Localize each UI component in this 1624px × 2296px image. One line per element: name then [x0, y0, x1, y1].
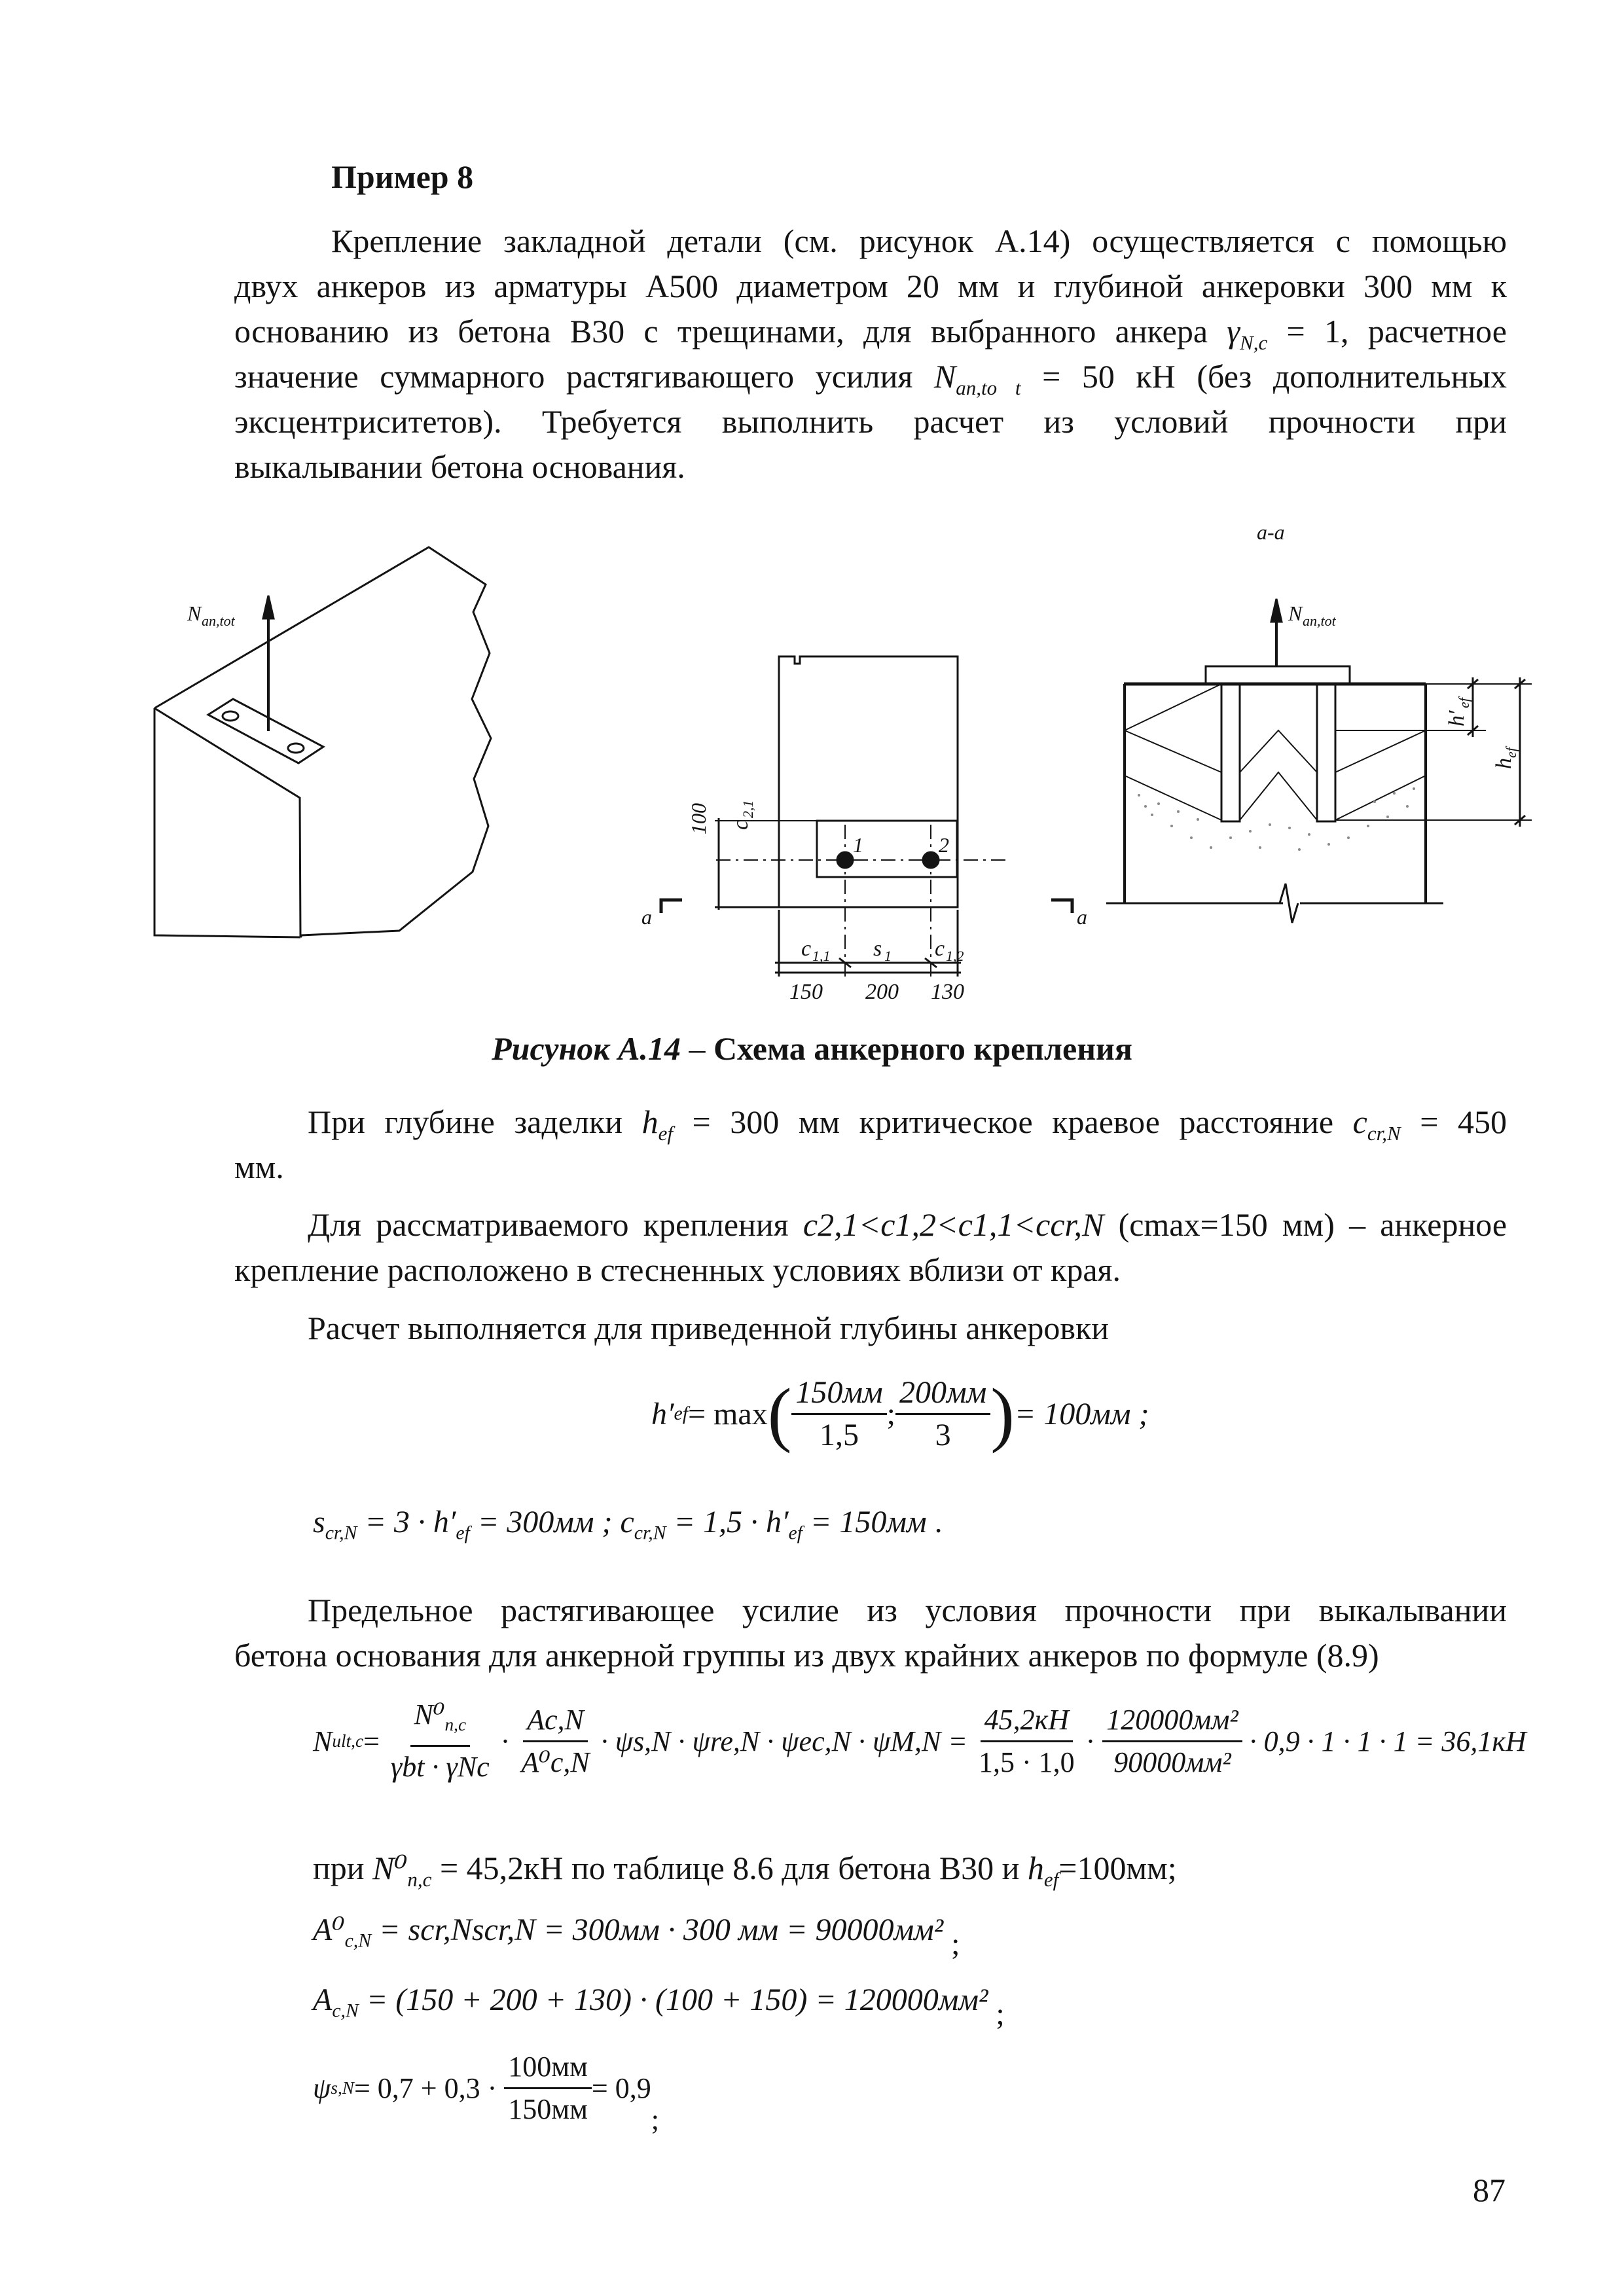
para-hef-line-1 [308, 1100, 1507, 1156]
intro-line-3-end: = 1, расчетное [1267, 313, 1507, 350]
nult-eq: = [363, 1725, 380, 1757]
para-cond-text-b: – анкерное [1349, 1206, 1507, 1243]
ccr-eq-sub: cr,N [634, 1522, 666, 1544]
edge-inequality: c2,1<c1,2<c1,1<ccr,N [803, 1206, 1104, 1243]
nult-v1-den: 1,5 · 1,0 [978, 1746, 1075, 1778]
para-cond-line-2: крепление расположено в стесненных условиях вблизи от края. [234, 1251, 1121, 1288]
eq-hef-lhs: h′ [651, 1396, 674, 1431]
ccr-rhs: = 1,5 · h′ [666, 1505, 789, 1539]
force-symbol: N [933, 358, 956, 395]
eq-hef-right-paren: ) [990, 1374, 1015, 1454]
nult-v1-num: 45,2кН [981, 1700, 1073, 1742]
intro-line-6: выкалывании бетона основания. [234, 448, 685, 485]
gamma-symbol: γ [1227, 313, 1240, 350]
intro-line-3-text: основанию из бетона В30 с трещинами, для выбранного анкера [234, 313, 1208, 350]
concrete-block-drawing [154, 547, 491, 937]
para-hef-text-a: При глубине заделки [308, 1103, 623, 1140]
intro-line-4-text: значение суммарного растягивающего усилия [234, 358, 913, 395]
section-heading: Пример 8 [331, 158, 474, 195]
nult-f1-num: N⁰ [414, 1698, 445, 1731]
scr-value: = 300мм ; [469, 1505, 613, 1539]
nult-sub: ult,c [332, 1731, 364, 1751]
right-force-label: N [1288, 601, 1303, 625]
nult-f2-num: Ac,N [523, 1700, 588, 1742]
figure-caption [0, 1026, 1624, 1071]
nult-v2-den: 90000мм² [1113, 1746, 1231, 1778]
a-semicolon: ; [996, 1997, 1005, 2032]
pri-h-sub: ef [1043, 1868, 1059, 1891]
dim-100: 100 [687, 803, 710, 834]
pri-n-sub: n,c [407, 1868, 432, 1891]
anchor-2-label: 2 [939, 833, 949, 857]
pri-n-symbol: N⁰ [372, 1850, 408, 1886]
gamma-subscript: N,c [1240, 331, 1268, 354]
pri-word: при [313, 1850, 365, 1886]
page-number: 87 [1473, 2172, 1506, 2208]
figure-anchor-scheme [131, 511, 1538, 1008]
ccr-value: = 150мм [802, 1505, 927, 1539]
eq-hef-num1: 150мм [791, 1372, 886, 1415]
ccr-eq-symbol: c [620, 1505, 634, 1539]
caption-dash: – [680, 1030, 713, 1067]
anchor-1-label: 1 [853, 833, 863, 857]
psi-rhs-b: = 0,9 [591, 2072, 651, 2104]
ccr-symbol: c [1352, 1103, 1367, 1140]
ccr-symbol-sub: cr,N [1367, 1122, 1401, 1145]
para-hef-text-c: = 450 [1400, 1103, 1507, 1140]
psi-semicolon: ; [651, 2103, 659, 2136]
a0-rhs: = scr,Nscr,N = 300мм · 300 мм = 90000мм² [371, 1912, 944, 1947]
force-subscript: an,to t [956, 376, 1021, 399]
intro-line-2: двух анкеров из арматуры А500 диаметром 20 мм и глубиной анкеровки 300 мм к [234, 268, 1507, 304]
pri-h-symbol: h [1027, 1850, 1044, 1886]
section-mark-right: а [1077, 905, 1087, 929]
nult-result: · 0,9 · 1 · 1 · 1 = 36,1кН [1249, 1725, 1526, 1757]
eq-hef-left-paren: ( [767, 1374, 792, 1454]
hef-prime-subscript: ef [1456, 698, 1472, 708]
scr-sub: cr,N [325, 1522, 357, 1544]
intro-line-1: Крепление закладной детали (см. рисунок А.14) осуществляется с помощью [331, 223, 1507, 259]
eq-hef-num2: 200мм [895, 1372, 990, 1415]
s1-label: s [873, 937, 882, 961]
c11-subscript: 1,1 [812, 948, 831, 964]
a0-semicolon: ; [951, 1927, 960, 1962]
nult-psi-terms: · ψs,N · ψre,N · ψec,N · ψM,N = [600, 1725, 967, 1757]
left-force-label: N [187, 601, 202, 625]
hef-subscript: ef [1503, 747, 1519, 758]
ccr-rhs-sub: ef [788, 1522, 803, 1544]
c21-subscript: 2,1 [740, 800, 756, 818]
equation-a0 [313, 1911, 960, 1962]
pri-value: = 45,2кН [431, 1850, 564, 1886]
scr-rhs-sub: ef [456, 1522, 470, 1544]
psi-rhs-a: = 0,7 + 0,3 · [353, 2072, 497, 2104]
pri-text: по таблице 8.6 для бетона В30 и [571, 1850, 1020, 1886]
para-pri [313, 1846, 1177, 1902]
para-cond-line-1 [308, 1202, 1507, 1247]
c12-subscript: 1,2 [946, 948, 964, 964]
scr-rhs: = 3 · h′ [357, 1505, 456, 1539]
hef-symbol-sub: ef [658, 1122, 673, 1145]
a-symbol: A [313, 1982, 333, 2017]
equation-scr-ccr [313, 1504, 943, 1545]
psi-symbol: ψ [313, 2072, 331, 2104]
nult-symbol: N [313, 1725, 333, 1757]
nult-v2-num: 120000мм² [1102, 1700, 1242, 1742]
a0-symbol: A⁰ [313, 1912, 345, 1947]
scr-dot: . [934, 1505, 943, 1539]
hef-prime-label: h′ [1445, 710, 1469, 726]
para-cond-text: Для рассматриваемого крепления [308, 1206, 789, 1243]
nult-f1-num-sub: n,c [444, 1714, 467, 1734]
eq-hef-max: = max [687, 1396, 768, 1431]
para-ultimate-line-2: бетона основания для анкерной группы из двух крайних анкеров по формуле (8.9) [234, 1637, 1379, 1674]
section-title: а-а [1257, 520, 1285, 544]
eq-hef-separator: ; [886, 1396, 895, 1431]
hef-symbol: h [641, 1103, 659, 1140]
eq-hef-lhs-sub: ef [674, 1403, 688, 1424]
c21-label: c [729, 819, 753, 830]
c11-label: c [801, 937, 812, 961]
intro-line-4-end: = 50 кН (без дополнительных [1020, 358, 1507, 395]
a-sub: c,N [332, 2000, 359, 2022]
section-view-drawing [1106, 599, 1532, 923]
section-mark-left: а [641, 905, 652, 929]
nult-f1-den: γbt · γNc [390, 1750, 490, 1783]
scr-symbol: s [313, 1505, 325, 1539]
equation-a [313, 1982, 1005, 2032]
pri-h-value: =100мм; [1058, 1850, 1177, 1886]
para-ultimate-line-1: Предельное растягивающее усилие из условия прочности при выкалывании [308, 1592, 1507, 1628]
equation-hef [651, 1374, 1149, 1453]
cmax-value: (cmax=150 мм) [1118, 1206, 1335, 1243]
s1-subscript: 1 [884, 948, 892, 964]
equation-psi [313, 2039, 659, 2137]
intro-line-5: эксцентриситетов). Требуется выполнить расчет из условий прочности при [234, 403, 1507, 440]
eq-hef-rhs: = 100мм ; [1014, 1396, 1149, 1431]
caption-number: Рисунок А.14 [492, 1030, 681, 1067]
dim-200: 200 [865, 980, 899, 1004]
dim-150: 150 [789, 980, 823, 1004]
right-force-subscript: an,tot [1303, 613, 1336, 629]
a0-sub: c,N [344, 1929, 372, 1952]
equation-nult: N ult,c = $\frac{N^0_{n,c}}{\text{γbt · γNc}}$ · $\frac{Ac,N}{\text{A⁰c,N}}$ · ψs,N · ψre,N · ψec,N · ψM,N = $\frac{45,2кН}{1,5 \cdot 1,0}$ · $\frac{\text{120000мм²}}{\text{90000мм²}}$ · 0,9 · 1 · 1 · 1 = 36,1кН [313, 1695, 1526, 1787]
plan-view-drawing [661, 656, 1072, 979]
para-hef-line-2: мм. [234, 1149, 284, 1185]
psi-sub: s,N [331, 2077, 354, 2098]
left-force-subscript: an,tot [202, 613, 235, 629]
eq-hef-den2: 3 [935, 1417, 951, 1452]
para-hef-text-b: = 300 мм критическое краевое расстояние [672, 1103, 1334, 1140]
caption-title: Схема анкерного крепления [713, 1030, 1132, 1067]
eq-hef-den1: 1,5 [819, 1417, 859, 1452]
c12-label: c [935, 937, 945, 961]
a-rhs: = (150 + 200 + 130) · (100 + 150) = 120000мм² [358, 1982, 988, 2017]
dim-130: 130 [931, 980, 964, 1004]
hef-label: h [1492, 758, 1516, 769]
psi-num: 100мм [504, 2047, 592, 2089]
psi-den: 150мм [508, 2092, 588, 2125]
nult-f2-den: A⁰c,N [521, 1746, 590, 1778]
para-reduced: Расчет выполняется для приведенной глубины анкеровки [308, 1310, 1110, 1346]
